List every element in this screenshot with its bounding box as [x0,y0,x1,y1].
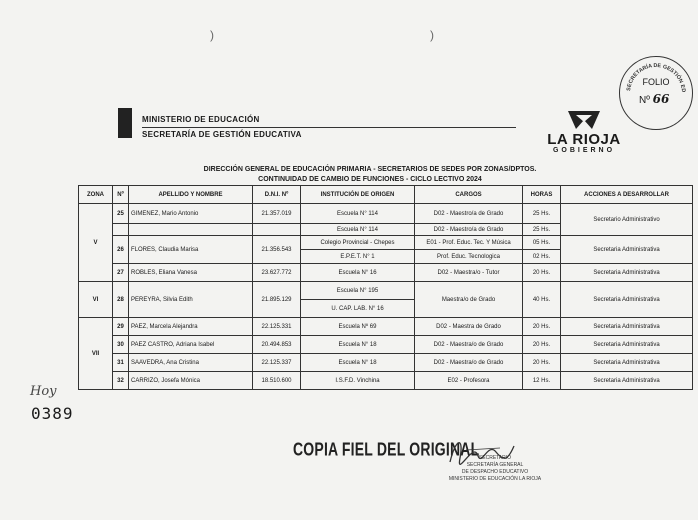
row-number [113,224,129,236]
dni: 22.125.337 [253,354,301,372]
person-name: ROBLES, Eliana Vanesa [129,264,253,282]
secretariat-name: SECRETARÍA DE GESTIÓN EDUCATIVA [142,130,302,139]
accion: Secretaria Administrativa [561,236,693,264]
logo-name: LA RIOJA [547,131,621,148]
dni [253,224,301,236]
col-header: INSTITUCIÓN DE ORIGEN [301,186,415,204]
horas: 12 Hs. [523,372,561,390]
cargo: D02 - Maestra/o de Grado [415,336,523,354]
row-number: 32 [113,372,129,390]
institution: U. CAP. LAB. N° 16 [301,300,415,318]
person-name: CARRIZO, Josefa Mónica [129,372,253,390]
row-number: 31 [113,354,129,372]
cargo: E02 - Profesora [415,372,523,390]
table-row [79,264,693,282]
cargo: D02 - Maestra/o de Grado [415,354,523,372]
sig-line: DE DESPACHO EDUCATIVO [461,469,529,475]
horas: 02 Hs. [523,250,561,264]
horas: 20 Hs. [523,264,561,282]
cargo: E01 - Prof. Educ. Tec. Y Música [415,236,523,250]
institution: Escuela N° 114 [301,204,415,224]
institution: Escuela N° 18 [301,336,415,354]
folio-number [639,92,669,106]
person-name: FLORES, Claudia Marisa [129,236,253,264]
horas: 20 Hs. [523,336,561,354]
sig-line: MINISTERIO DE EDUCACIÓN LA RIOJA [448,476,542,482]
dni: 22.125.331 [253,318,301,336]
col-header: ZONA [79,186,113,204]
table-row [79,236,693,250]
col-header: ACCIONES A DESARROLLAR [561,186,693,204]
cargo: D02 - Maestro/a de Grado [415,224,523,236]
institution: E.P.E.T. N° 1 [301,250,415,264]
la-rioja-logo [538,108,630,154]
col-header: D.N.I. Nº [253,186,301,204]
header-bar [118,108,132,138]
institution: Escuela Nº 69 [301,318,415,336]
cargo: Prof. Educ. Tecnologica [415,250,523,264]
dni: 23.627.772 [253,264,301,282]
institution: Escuela N° 16 [301,264,415,282]
institution: Escuela N° 195 [301,282,415,300]
accion: Secretaria Administrativa [561,318,693,336]
institution: Colegio Provincial - Chepes [301,236,415,250]
sig-line: SECRETARIO [478,455,512,461]
cargo: Maestra/o de Grado [415,282,523,318]
horas: 40 Hs. [523,282,561,318]
accion: Secretaria Administrativa [561,372,693,390]
horas: 25 Hs. [523,204,561,224]
row-number: 26 [113,236,129,264]
institution: Escuela N° 18 [301,354,415,372]
folio-label: FOLIO [642,77,670,87]
person-name: SAAVEDRA, Ana Cristina [129,354,253,372]
accion: Secretaria Administrativa [561,282,693,318]
accion: Secretaria Administrativa [561,264,693,282]
table-row [79,204,693,224]
accion: Secretaria Administrativa [561,354,693,372]
scan-mark: ) [430,28,434,42]
folio-value: 66 [652,92,670,106]
folio-prefix: Nº [639,95,650,106]
cargo: D02 - Maestra de Grado [415,318,523,336]
document-subtitle: CONTINUIDAD DE CAMBIO DE FUNCIONES - CICLO LECTIVO 2024 [258,176,482,183]
cargo: D02 - Maestra/o - Tutor [415,264,523,282]
institution: Escuela N° 114 [301,224,415,236]
table-row [79,318,693,336]
accion: Secretario Administrativo [561,204,693,236]
sig-line: SECRETARÍA GENERAL [466,462,524,468]
document-title: DIRECCIÓN GENERAL DE EDUCACIÓN PRIMARIA - SECRETARIOS DE SEDES POR ZONAS/DPTOS. [203,166,537,173]
staff-table [78,185,693,390]
table-row [79,372,693,390]
row-number: 27 [113,264,129,282]
ministry-name: MINISTERIO DE EDUCACIÓN [142,115,260,124]
scan-mark: ) [210,28,214,42]
col-header: CARGOS [415,186,523,204]
horas: 25 Hs. [523,224,561,236]
dni: 21.357.019 [253,204,301,224]
person-name: PEREYRA, Silvia Edith [129,282,253,318]
accion: Secretaria Administrativa [561,336,693,354]
col-header: HORAS [523,186,561,204]
row-number: 30 [113,336,129,354]
zone-cell: V [79,204,113,282]
logo-subtitle: GOBIERNO [552,147,616,154]
dni: 18.510.600 [253,372,301,390]
person-name: GIMENEZ, Mario Antonio [129,204,253,224]
folio-stamp [619,56,693,130]
signature-block [440,455,550,483]
row-number: 29 [113,318,129,336]
handwritten-mark: Hoy [30,384,57,399]
horas: 20 Hs. [523,318,561,336]
row-number: 28 [113,282,129,318]
table-row [79,354,693,372]
person-name: PAEZ CASTRO, Adriana Isabel [129,336,253,354]
person-name: PAEZ, Marcela Alejandra [129,318,253,336]
person-name [129,224,253,236]
institution: I.S.F.D. Vinchina [301,372,415,390]
col-header: Nº [113,186,129,204]
table-header-row [79,186,693,204]
horas: 20 Hs. [523,354,561,372]
stamp-ring-text: SECRETARÍA DE GESTIÓN ED [626,62,687,93]
row-number: 25 [113,204,129,224]
cargo: D02 - Maestro/a de Grado [415,204,523,224]
horas: 05 Hs. [523,236,561,250]
table-row [79,282,693,300]
zone-cell: VI [79,282,113,318]
dni: 21.356.543 [253,236,301,264]
copy-stamp: COPIA FIEL DEL ORIGINAL [293,438,480,460]
la-rioja-emblem-icon [564,108,604,132]
file-number: 0389 [31,404,74,423]
dni: 20.494.853 [253,336,301,354]
header-rule [142,127,516,128]
zone-cell: VII [79,318,113,390]
dni: 21.895.129 [253,282,301,318]
table-row [79,336,693,354]
col-header: APELLIDO Y NOMBRE [129,186,253,204]
svg-text:SECRETARÍA DE GESTIÓN EDUCATIV [620,57,686,93]
